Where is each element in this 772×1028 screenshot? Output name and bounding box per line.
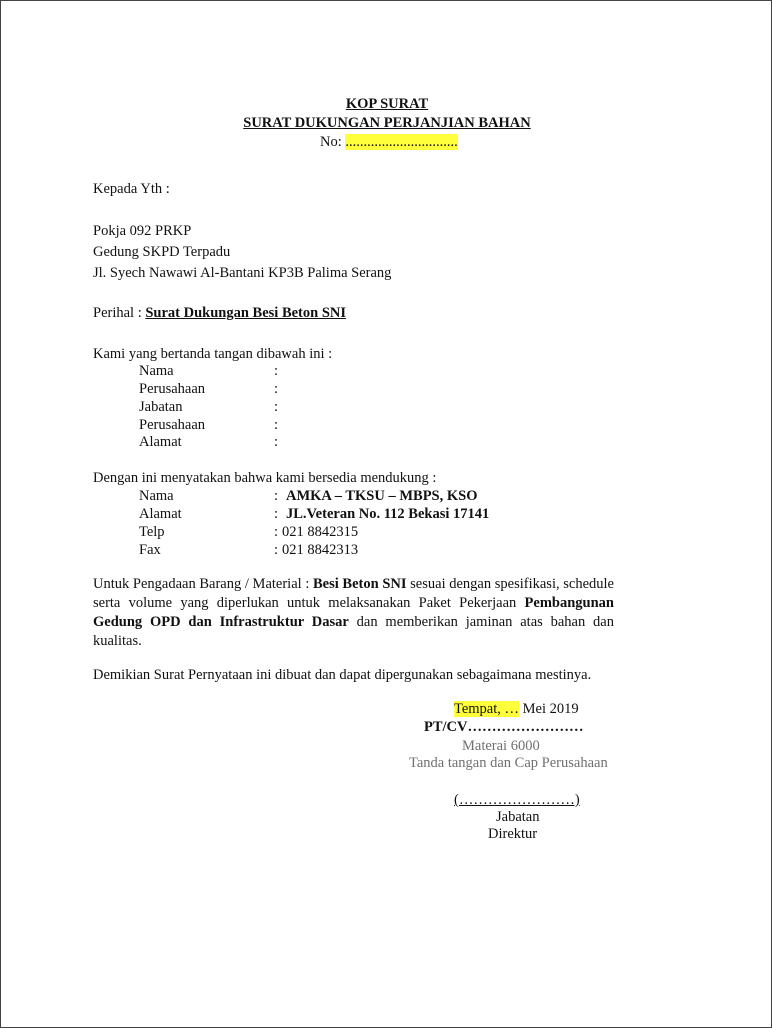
letterhead-title: KOP SURAT	[345, 96, 429, 112]
field-separator: :	[274, 542, 279, 558]
recipient-greeting: Kepada Yth :	[93, 181, 170, 197]
letter-number-value: ...............................	[345, 134, 458, 150]
body-text: dan memberikan jaminan atas bahan dan kualitas.	[93, 614, 614, 649]
subject	[93, 304, 346, 322]
signatory-intro: Kami yang bertanda tangan dibawah ini :	[93, 346, 333, 362]
body-text: sesuai dengan spesifikasi, schedule serta volume yang diperlukan untuk melaksanakan Paket Pekerjaan	[93, 576, 614, 611]
body-paragraph	[93, 575, 614, 651]
field-label: Telp	[139, 524, 165, 540]
closing-statement: Demikian Surat Pernyataan ini dibuat dan dapat dipergunakan sebagaimana mestinya.	[93, 667, 592, 683]
letter-subtitle: SURAT DUKUNGAN PERJANJIAN BAHAN	[243, 115, 531, 131]
company-placeholder: PT/CV……………………	[424, 719, 584, 735]
signer-position: Direktur	[488, 826, 538, 842]
recipient-line: Gedung SKPD Terpadu	[93, 244, 231, 260]
field-separator: :	[274, 434, 279, 450]
field-label: Fax	[139, 542, 161, 558]
field-value: 021 8842315	[282, 524, 359, 540]
field-label: Alamat	[139, 434, 182, 450]
field-separator: :	[274, 524, 279, 540]
place-placeholder: Tempat, …	[454, 701, 520, 717]
field-separator: :	[274, 399, 279, 415]
body-text: Untuk Pengadaan Barang / Material :	[93, 576, 313, 592]
stamp-note: Materai 6000	[462, 738, 540, 754]
field-label: Nama	[139, 363, 174, 379]
material-name: Besi Beton SNI	[313, 576, 407, 592]
field-label: Alamat	[139, 506, 182, 522]
field-label: Perusahaan	[139, 417, 206, 433]
signer-name-line: (……………………)	[454, 792, 580, 808]
field-value: AMKA – TKSU – MBPS, KSO	[286, 488, 478, 504]
subject-label: Perihal :	[93, 305, 146, 321]
field-label: Perusahaan	[139, 381, 206, 397]
field-separator: :	[274, 417, 279, 433]
project-name: Pembangunan Gedung OPD dan Infrastruktur Dasar	[93, 595, 614, 630]
field-separator: :	[274, 363, 279, 379]
subject-value: Surat Dukungan Besi Beton SNI	[145, 305, 347, 321]
field-value: JL.Veteran No. 112 Bekasi 17141	[286, 506, 490, 522]
field-label: Jabatan	[139, 399, 183, 415]
place-date	[454, 700, 579, 718]
field-separator: :	[274, 506, 279, 522]
signer-title: Jabatan	[496, 809, 540, 825]
letter-number-label: No:	[320, 134, 346, 150]
date-text: Mei 2019	[519, 701, 579, 717]
supported-intro: Dengan ini menyatakan bahwa kami bersedia mendukung :	[93, 470, 437, 486]
letter-number	[320, 133, 458, 151]
recipient-line: Pokja 092 PRKP	[93, 223, 192, 239]
field-separator: :	[274, 488, 279, 504]
field-value: 021 8842313	[282, 542, 359, 558]
field-separator: :	[274, 381, 279, 397]
field-label: Nama	[139, 488, 174, 504]
recipient-line: Jl. Syech Nawawi Al-Bantani KP3B Palima Serang	[93, 265, 392, 281]
signature-instruction: Tanda tangan dan Cap Perusahaan	[409, 755, 608, 771]
